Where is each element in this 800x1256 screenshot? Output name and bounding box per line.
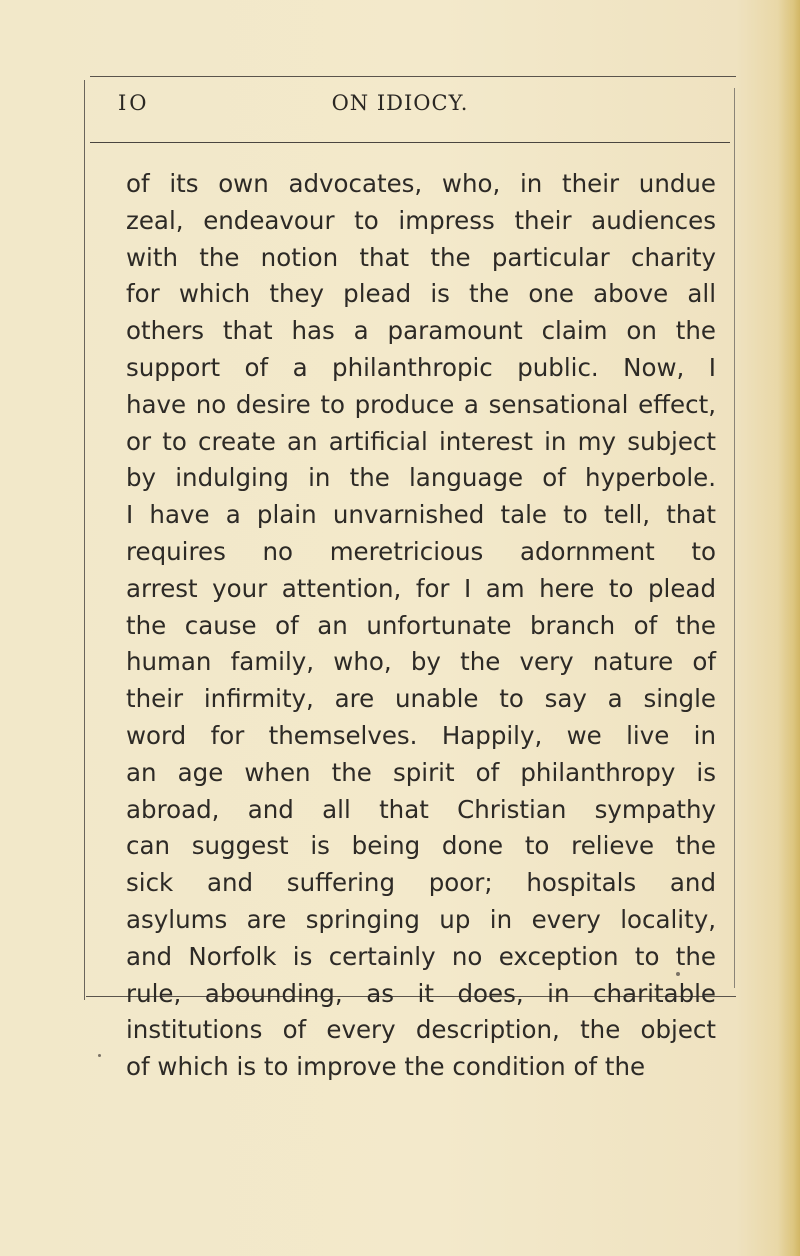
text-line: word for themselves. Happily, we live in xyxy=(126,720,716,750)
text-line: institutions of every description, the object xyxy=(126,1015,716,1045)
text-line: sick and suffering poor; hospitals and xyxy=(126,868,716,898)
text-line: by indulging in the language of hyperbole. xyxy=(126,463,716,493)
text-line: zeal, endeavour to impress their audiences xyxy=(126,205,716,235)
text-line: with the notion that the particular charity xyxy=(126,242,716,272)
page-number: IO xyxy=(118,91,150,115)
text-line: rule, abounding, as it does, in charitable xyxy=(126,978,716,1008)
text-line: of which is to improve the condition of the xyxy=(126,1052,646,1082)
running-title: ON IDIOCY. xyxy=(331,91,469,115)
text-line: and Norfolk is certainly no exception to the xyxy=(126,941,716,971)
text-line: have no desire to produce a sensational effect, xyxy=(126,389,716,419)
text-line: I have a plain unvarnished tale to tell, that xyxy=(126,500,716,530)
text-line: or to create an artificial interest in my subject xyxy=(126,426,716,456)
body-text xyxy=(126,166,716,1086)
header-rule xyxy=(90,142,730,143)
text-line: the cause of an unfortunate branch of the xyxy=(126,610,716,640)
text-line: asylums are springing up in every locality, xyxy=(126,904,716,934)
frame-top-border xyxy=(90,76,736,77)
frame-left-border xyxy=(84,80,85,1000)
text-line: others that has a paramount claim on the xyxy=(126,316,716,346)
text-line: can suggest is being done to relieve the xyxy=(126,831,716,861)
text-line: arrest your attention, for I am here to plead xyxy=(126,573,716,603)
text-line: human family, who, by the very nature of xyxy=(126,647,716,677)
paper-speck xyxy=(98,1054,101,1057)
text-line: requires no meretricious adornment to xyxy=(126,536,716,566)
text-line: of its own advocates, who, in their undue xyxy=(126,169,716,198)
text-line: support of a philanthropic public. Now, I xyxy=(126,352,716,382)
paper-speck xyxy=(676,972,680,976)
frame-right-border xyxy=(734,88,735,988)
page-edge-shadow xyxy=(778,0,800,1256)
text-line: an age when the spirit of philanthropy is xyxy=(126,757,716,787)
text-line: for which they plead is the one above all xyxy=(126,279,716,309)
text-line: abroad, and all that Christian sympathy xyxy=(126,794,716,824)
text-line: their infirmity, are unable to say a single xyxy=(126,684,716,714)
